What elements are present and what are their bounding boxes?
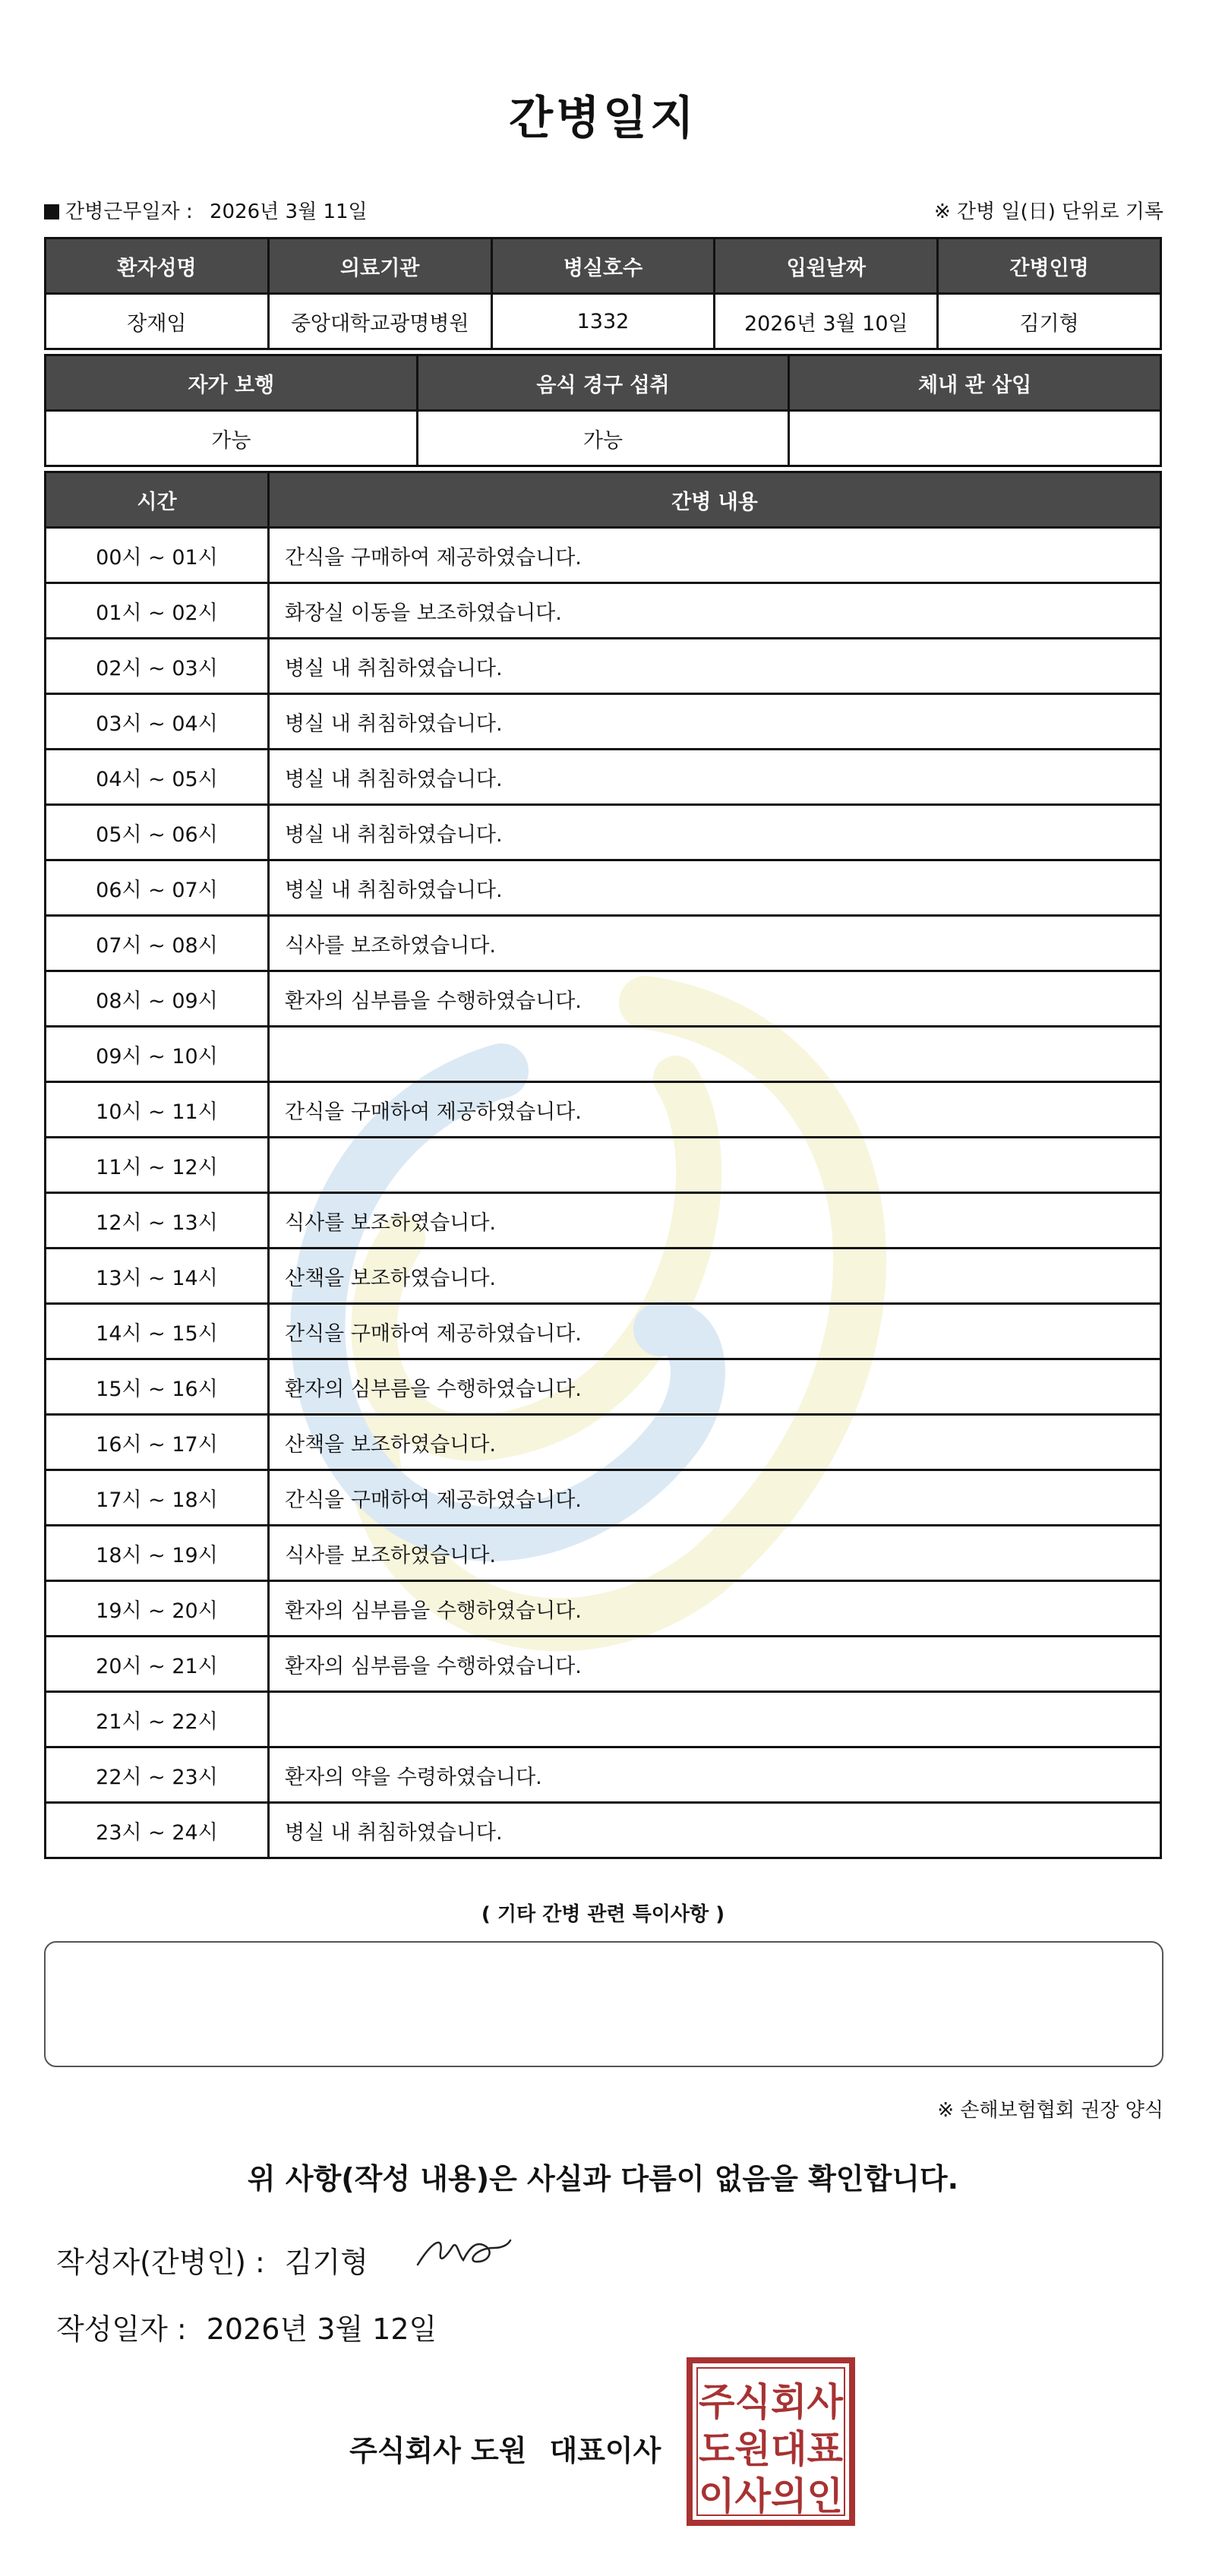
log-content <box>269 1027 1161 1082</box>
handwritten-signature-icon <box>410 2225 516 2278</box>
table-row <box>46 1304 1161 1359</box>
table-row <box>46 411 1161 466</box>
table-row <box>46 1692 1161 1747</box>
seal-line-1: 주식회사 <box>699 2380 844 2424</box>
patient-info-table <box>44 237 1162 350</box>
form-note: ※ 손해보험협회 권장 양식 <box>937 2099 1163 2122</box>
table-row <box>46 1637 1161 1692</box>
table-header-row <box>46 472 1161 528</box>
log-time: 15시 ~ 16시 <box>46 1359 269 1415</box>
log-time: 10시 ~ 11시 <box>46 1082 269 1138</box>
log-time: 05시 ~ 06시 <box>46 805 269 860</box>
table-header-row <box>46 238 1161 294</box>
log-time: 03시 ~ 04시 <box>46 694 269 750</box>
log-time: 02시 ~ 03시 <box>46 639 269 694</box>
log-content: 환자의 심부름을 수행하였습니다. <box>269 1637 1161 1692</box>
hospital-name: 중앙대학교광명병원 <box>268 294 491 349</box>
log-time: 16시 ~ 17시 <box>46 1415 269 1470</box>
header-admission-date: 입원날짜 <box>715 238 938 294</box>
header-time: 시간 <box>46 472 269 528</box>
writer-label: 작성자(간병인) : <box>56 2246 265 2279</box>
log-content: 간식을 구매하여 제공하였습니다. <box>269 1082 1161 1138</box>
log-content: 산책을 보조하였습니다. <box>269 1249 1161 1304</box>
table-row <box>46 1526 1161 1581</box>
company-seal-icon <box>687 2357 855 2526</box>
log-time: 06시 ~ 07시 <box>46 860 269 916</box>
work-date-line <box>44 196 368 224</box>
log-content: 환자의 심부름을 수행하였습니다. <box>269 1359 1161 1415</box>
log-content: 병실 내 취침하였습니다. <box>269 639 1161 694</box>
table-row <box>46 1581 1161 1637</box>
log-time: 14시 ~ 15시 <box>46 1304 269 1359</box>
table-row <box>46 639 1161 694</box>
log-content: 간식을 구매하여 제공하였습니다. <box>269 1304 1161 1359</box>
seal-line-2: 도원대표 <box>699 2427 844 2471</box>
log-time: 18시 ~ 19시 <box>46 1526 269 1581</box>
table-row <box>46 294 1161 349</box>
log-time: 21시 ~ 22시 <box>46 1692 269 1747</box>
table-row <box>46 694 1161 750</box>
table-row <box>46 1138 1161 1193</box>
work-date-label: 간병근무일자 : <box>65 200 193 223</box>
table-row <box>46 860 1161 916</box>
header-self-walking: 자가 보행 <box>46 355 418 411</box>
table-row <box>46 971 1161 1027</box>
table-row <box>46 1747 1161 1803</box>
log-time: 22시 ~ 23시 <box>46 1747 269 1803</box>
table-row <box>46 1803 1161 1858</box>
log-time: 09시 ~ 10시 <box>46 1027 269 1082</box>
square-bullet-icon <box>44 204 59 219</box>
header-tube-insertion: 체내 관 삽입 <box>789 355 1161 411</box>
table-row <box>46 916 1161 971</box>
write-date-label: 작성일자 : <box>56 2312 187 2346</box>
admission-date: 2026년 3월 10일 <box>715 294 938 349</box>
log-content: 식사를 보조하였습니다. <box>269 1526 1161 1581</box>
remarks-box <box>44 1941 1163 2067</box>
log-time: 04시 ~ 05시 <box>46 750 269 805</box>
self-walking-value: 가능 <box>46 411 418 466</box>
log-content: 병실 내 취침하였습니다. <box>269 860 1161 916</box>
caregiver-name: 김기형 <box>938 294 1161 349</box>
oral-intake-value: 가능 <box>417 411 789 466</box>
header-care-content: 간병 내용 <box>269 472 1161 528</box>
patient-ability-table <box>44 354 1162 467</box>
log-time: 12시 ~ 13시 <box>46 1193 269 1249</box>
log-content: 환자의 심부름을 수행하였습니다. <box>269 1581 1161 1637</box>
log-time: 00시 ~ 01시 <box>46 528 269 583</box>
log-time: 01시 ~ 02시 <box>46 583 269 639</box>
table-row <box>46 528 1161 583</box>
log-time: 07시 ~ 08시 <box>46 916 269 971</box>
log-time: 17시 ~ 18시 <box>46 1470 269 1526</box>
company-name: 주식회사 도원 <box>349 2434 527 2467</box>
table-row <box>46 1193 1161 1249</box>
log-content <box>269 1692 1161 1747</box>
log-content: 산책을 보조하였습니다. <box>269 1415 1161 1470</box>
log-time: 19시 ~ 20시 <box>46 1581 269 1637</box>
writer-name: 김기형 <box>284 2246 368 2279</box>
tube-insertion-value <box>789 411 1161 466</box>
representative-title: 대표이사 <box>549 2434 661 2467</box>
remarks-title: ( 기타 간병 관련 특이사항 ) <box>481 1903 725 1926</box>
header-room: 병실호수 <box>491 238 715 294</box>
log-content: 환자의 약을 수령하였습니다. <box>269 1747 1161 1803</box>
room-number: 1332 <box>491 294 715 349</box>
table-row <box>46 1027 1161 1082</box>
header-patient-name: 환자성명 <box>46 238 269 294</box>
log-content: 화장실 이동을 보조하였습니다. <box>269 583 1161 639</box>
log-content: 환자의 심부름을 수행하였습니다. <box>269 971 1161 1027</box>
log-content: 병실 내 취침하였습니다. <box>269 694 1161 750</box>
table-row <box>46 1470 1161 1526</box>
company-signature-line <box>349 2427 684 2469</box>
log-time: 23시 ~ 24시 <box>46 1803 269 1858</box>
table-row <box>46 1415 1161 1470</box>
log-time: 13시 ~ 14시 <box>46 1249 269 1304</box>
table-row <box>46 750 1161 805</box>
care-log-rows <box>46 528 1161 1858</box>
log-time: 20시 ~ 21시 <box>46 1637 269 1692</box>
patient-name: 장재임 <box>46 294 269 349</box>
unit-note: ※ 간병 일(日) 단위로 기록 <box>933 200 1163 223</box>
confirmation-statement: 위 사항(작성 내용)은 사실과 다름이 없음을 확인합니다. <box>247 2162 959 2196</box>
log-time: 08시 ~ 09시 <box>46 971 269 1027</box>
work-date-value: 2026년 3월 11일 <box>210 200 368 223</box>
table-header-row <box>46 355 1161 411</box>
page-title: 간병일지 <box>509 92 697 145</box>
table-row <box>46 1249 1161 1304</box>
header-caregiver: 간병인명 <box>938 238 1161 294</box>
write-date-value: 2026년 3월 12일 <box>206 2312 437 2346</box>
header-hospital: 의료기관 <box>268 238 491 294</box>
table-row <box>46 805 1161 860</box>
care-log-table <box>44 471 1162 1859</box>
log-content: 병실 내 취침하였습니다. <box>269 805 1161 860</box>
log-content: 식사를 보조하였습니다. <box>269 916 1161 971</box>
log-content <box>269 1138 1161 1193</box>
writer-line <box>56 2239 368 2281</box>
table-row <box>46 1359 1161 1415</box>
write-date-line <box>56 2306 437 2347</box>
seal-line-3: 이사의인 <box>699 2474 843 2518</box>
log-content: 병실 내 취침하였습니다. <box>269 750 1161 805</box>
table-row <box>46 583 1161 639</box>
log-content: 간식을 구매하여 제공하였습니다. <box>269 528 1161 583</box>
log-content: 병실 내 취침하였습니다. <box>269 1803 1161 1858</box>
log-time: 11시 ~ 12시 <box>46 1138 269 1193</box>
header-oral-intake: 음식 경구 섭취 <box>417 355 789 411</box>
table-row <box>46 1082 1161 1138</box>
log-content: 간식을 구매하여 제공하였습니다. <box>269 1470 1161 1526</box>
log-content: 식사를 보조하였습니다. <box>269 1193 1161 1249</box>
